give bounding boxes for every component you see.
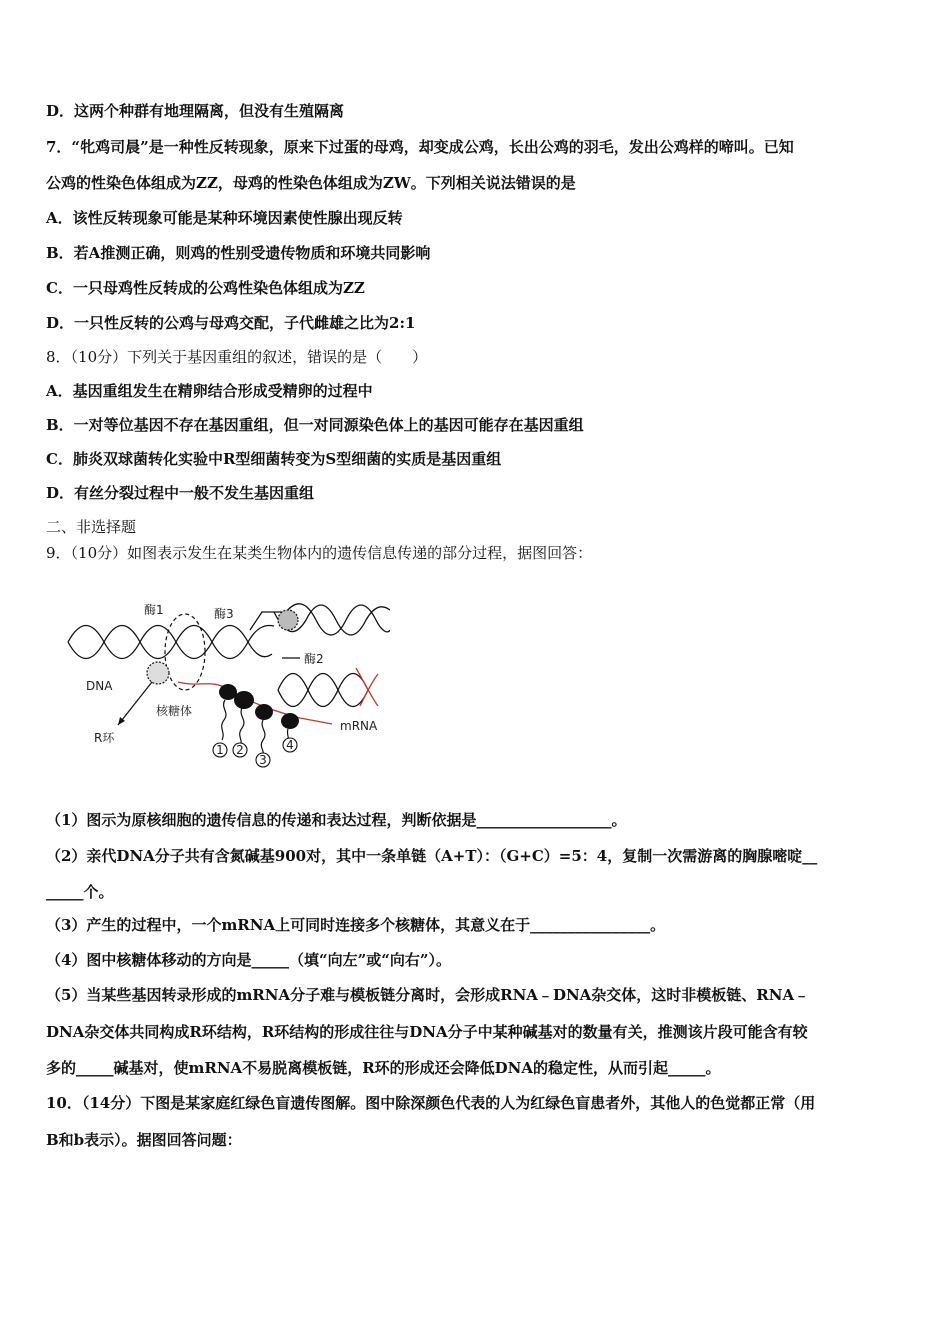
- q9-sub2-line2: _____个。: [46, 883, 114, 901]
- dna-helix-lower-right: [278, 668, 378, 707]
- section-title: 二、非选择题: [46, 518, 137, 536]
- ribosomes: [219, 684, 299, 729]
- q8-option-a: A．基因重组发生在精卵结合形成受精卵的过程中: [46, 382, 373, 400]
- label-dna: DNA: [86, 679, 113, 693]
- q9-sub5-line2: DNA杂交体共同构成R环结构，R环结构的形成往往与DNA分子中某种碱基对的数量有关，推测该片段可能含有较: [46, 1023, 808, 1041]
- label-enzyme3: 酶3: [214, 607, 234, 621]
- q7-stem-line1: 7．“牝鸡司晨”是一种性反转现象，原来下过蛋的母鸡，却变成公鸡，长出公鸡的羽毛，发出公鸡样的啼叫。已知: [46, 138, 794, 156]
- dna-helix-left: [68, 626, 274, 659]
- q8-option-d: D．有丝分裂过程中一般不发生基因重组: [46, 484, 315, 502]
- q10-stem-line1: 10．（14分）下图是某家庭红绿色盲遗传图解。图中除深颜色代表的人为红绿色盲患者外，其他人的色觉都正常（用: [46, 1094, 816, 1112]
- q9-sub5-line3: 多的_____碱基对，使mRNA不易脱离模板链，R环的形成还会降低DNA的稳定性，从而引起_____。: [46, 1059, 721, 1077]
- q7-option-b: B．若A推测正确，则鸡的性别受遗传物质和环境共同影响: [46, 244, 431, 262]
- q6-option-d: D．这两个种群有地理隔离，但没有生殖隔离: [46, 102, 345, 120]
- q9-sub5-line1: （5）当某些基因转录形成的mRNA分子难与模板链分离时，会形成RNA﹣DNA杂交体，这时非模板链、RNA﹣: [46, 986, 810, 1004]
- q9-stem: 9．（10分）如图表示发生在某类生物体内的遗传信息传递的部分过程，据图回答：: [46, 544, 593, 562]
- genetic-process-figure: [60, 590, 390, 775]
- q10-stem-line2: B和b表示）。据图回答问题：: [46, 1131, 242, 1149]
- q7-option-c: C．一只母鸡性反转成的公鸡性染色体组成为ZZ: [46, 279, 365, 297]
- enzyme1-circle: [147, 662, 169, 684]
- q7-stem-line2: 公鸡的性染色体组成为ZZ，母鸡的性染色体组成为ZW。下列相关说法错误的是: [46, 174, 576, 192]
- dna-helix-upper-right: [250, 604, 390, 635]
- label-4: 4: [286, 738, 294, 752]
- label-mrna: mRNA: [340, 719, 378, 733]
- q7-option-d: D．一只性反转的公鸡与母鸡交配，子代雌雄之比为2:1: [46, 314, 416, 332]
- enzyme3-circle: [278, 610, 298, 630]
- label-rloop: R环: [94, 731, 115, 745]
- q8-option-c: C．肺炎双球菌转化实验中R型细菌转变为S型细菌的实质是基因重组: [46, 450, 502, 468]
- q8-stem: 8．（10分）下列关于基因重组的叙述，错误的是（ ）: [46, 348, 428, 366]
- q9-sub3: （3）产生的过程中，一个mRNA上可同时连接多个核糖体，其意义在于________________。: [46, 916, 666, 934]
- label-3: 3: [259, 753, 267, 767]
- enzyme1-dashed-region: [165, 614, 205, 690]
- label-2: 2: [236, 743, 244, 757]
- q9-sub1: （1）图示为原核细胞的遗传信息的传递和表达过程，判断依据是__________________。: [46, 811, 627, 829]
- number-circles: [213, 738, 297, 767]
- q9-sub2-line1: （2）亲代DNA分子共有含氮碱基900对，其中一条单链（A+T）：（G+C）=5：4，复制一次需游离的胸腺嘧啶__: [46, 847, 818, 865]
- label-enzyme1: 酶1: [144, 603, 164, 617]
- peptide-chains: [222, 700, 289, 756]
- q8-option-b: B．一对等位基因不存在基因重组，但一对同源染色体上的基因可能存在基因重组: [46, 416, 584, 434]
- q7-option-a: A．该性反转现象可能是某种环境因素使性腺出现反转: [46, 209, 403, 227]
- q9-sub4: （4）图中核糖体移动的方向是_____（填“向左”或“向右”）。: [46, 951, 451, 969]
- label-ribosome: 核糖体: [156, 704, 193, 718]
- label-1: 1: [216, 743, 224, 757]
- label-enzyme2: 酶2: [304, 652, 324, 666]
